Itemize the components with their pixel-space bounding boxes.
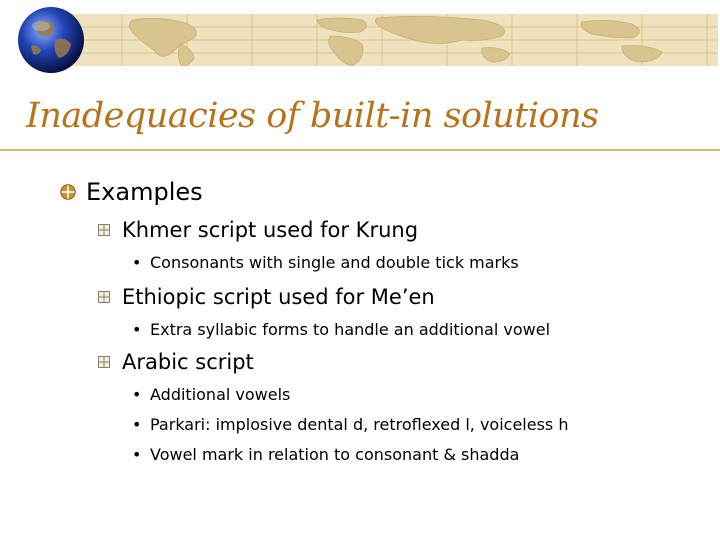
sub-bullet: • [132,319,142,339]
list-item [98,216,418,244]
slide-title: Inadequacies of built-in solutions [26,96,599,136]
square-bullet-icon [98,291,110,303]
sub-bullet: • [132,384,142,404]
globe-icon [17,6,85,74]
compass-bullet-icon [60,184,76,200]
world-map-banner [62,14,718,66]
list-item-label: Khmer script used for Krung [122,218,419,242]
list-item [98,283,435,311]
sub-list-item-text: Consonants with single and double tick marks [150,252,519,272]
sub-list-item-text: Parkari: implosive dental d, retroflexed l, voiceless h [150,414,569,434]
sub-list-item-text: Additional vowels [150,384,291,404]
globe-logo [17,6,85,74]
sub-list-item [132,413,569,435]
sub-list-item [132,383,290,405]
sub-list-item [132,251,519,273]
sub-bullet: • [132,414,142,434]
square-bullet-icon [98,224,110,236]
heading-examples: Examples [86,178,203,206]
sub-list-item-text: Extra syllabic forms to handle an additional vowel [150,319,551,339]
sub-bullet: • [132,444,142,464]
title-divider [0,149,720,151]
list-item-label: Ethiopic script used for Me’en [122,285,435,309]
sub-list-item-text: Vowel mark in relation to consonant & shadda [150,444,520,464]
list-item [98,348,254,376]
sub-list-item [132,443,519,465]
sub-bullet: • [132,252,142,272]
world-map-banner-icon [62,14,718,66]
list-item-label: Arabic script [122,350,254,374]
heading-bullet-examples [60,176,203,208]
sub-list-item [132,318,550,340]
square-bullet-icon [98,356,110,368]
